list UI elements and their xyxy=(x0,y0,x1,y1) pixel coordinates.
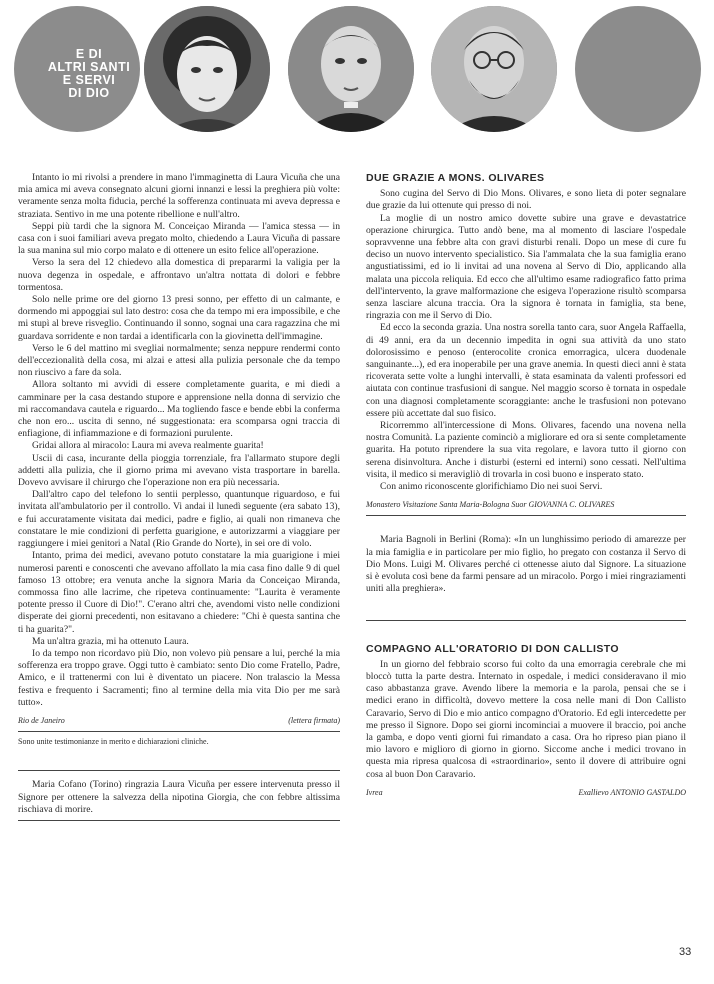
paragraph: Ma un'altra grazia, mi ha ottenuto Laura. xyxy=(32,635,189,647)
signature-note: (lettera firmata) xyxy=(288,715,340,725)
section-title: E DI ALTRI SANTI E SERVI DI DIO xyxy=(47,47,131,100)
paragraph: Allora soltanto mi avvidi di essere completamente guarita, e mi diedi a camminare per la casa destando stupore e apprensione nella donna di servizio che mi raccomandava cautela e riguardo... Ma togliendo fasce e bende ebbi la conferma che non ero... uscita di senno, né suggestionata: era scomparsa ogni traccia di enfiagione, di infiammazione e di formazioni purulente. xyxy=(18,379,340,440)
portrait-photo-girl xyxy=(144,6,270,132)
paragraph: Uscii di casa, incurante della pioggia torrenziale, fra l'allarmato stupore degli addetti alla pulizia, che il giorno prima mi avevano vista trasportare in barella. Dovevo avvisare il chirurgo che l'operazione non era più necessaria. xyxy=(18,452,340,489)
paragraph: Intanto io mi rivolsi a prendere in mano l'immaginetta di Laura Vicuña che una mia amica mi aveva consegnato alcuni giorni innanzi e lessi la preghiera più volte: veramente senza molta fiducia, perché la sofferenza continuata mi aveva depressa e straziata. Sentivo in me una potente ribellione e null'altro. xyxy=(18,172,340,220)
testimony-note: Sono unite testimonianze in merito e dichiarazioni cliniche. xyxy=(18,737,209,747)
signature-line xyxy=(366,499,686,511)
divider xyxy=(18,770,340,771)
divider xyxy=(18,820,340,821)
section-title-circle xyxy=(14,6,140,132)
paragraph: Ricorremmo all'intercessione di Mons. Olivares, facendo una novena nella nostra Comunità. La paziente cominciò a migliorare ed ora si sente completamente guarita. Ha potuto riprendere la sua vita regolare, e lavora tutto il giorno con serena disinvoltura. Anche i disturbi (esterni ed interni) sono cessati. Nell'ultima visita, il medico si meravigliò di trovarla in così buono e insperato stato. xyxy=(366,420,686,480)
divider xyxy=(18,731,340,732)
paragraph: Maria Cofano (Torino) ringrazia Laura Vicuña per essere intervenuta presso il Signore per ottenere la salvezza della nipotina Giorgia, che con febbre altissima rischiava di morire. xyxy=(18,779,340,815)
paragraph: Ed ecco la seconda grazia. Una nostra sorella tanto cara, suor Angela Raffaella, di 49 anni, era da un decennio impedita in ogni sua attività da uno stato dolorosissimo e penoso (enterocolite cronica emorragica, ulcera duodenale sanguinante...), ed era inoperabile per una grave anemia. In questi dieci anni è stata ricoverata sette volte a lunghi intervalli, è stata esaminata da valenti professori ed aiutata con continue trasfusioni di sangue. Nel maggio scorso è tornata in ospedale con una diagnosi completamente scoraggiante: anche le trasfusioni non potevano essere più accettate dal suo fisico. xyxy=(366,322,686,419)
paragraph: Io da tempo non ricordavo più Dio, non volevo più pensare a lui, perché la mia sofferenza era troppo grave. Oggi tutto è cambiato: sento Dio come Fratello, Padre, Amico, e il trattenermi con lui è diventato un piacere. Non tralascio la Messa festiva e frequento i Sacramenti; fino al termine della mia vita Dio per me sarà tutto». xyxy=(18,647,340,708)
left-column xyxy=(18,172,340,821)
divider xyxy=(366,620,686,621)
paragraph: La moglie di un nostro amico dovette subire una grave e devastatrice operazione chirurgica. Tutto andò bene, ma al momento di lasciare l'ospedale sopravvenne una febbre alta con gravi disturbi renali. Dopo un mese di cure fu deciso un nuovo intervento specialistico. Sia l'ammalata che la sua famiglia erano angustiatissimi, ed io li invitai ad una novena al Servo di Dio, applicando alla malata una piccola reliquia. Ed ecco che all'ultimo esame radiografico fatto prima dell'intervento, la grave malformazione che esigeva l'operazione risultò scomparsa senza lasciare alcuna traccia. Ora la signora è tornata in famiglia, sta bene, ringrazia con me il Servo di Dio. xyxy=(366,212,686,322)
paragraph: Sono cugina del Servo di Dio Mons. Olivares, e sono lieta di poter segnalare due grazie da lui ottenute qui presso di noi. xyxy=(366,188,686,212)
portrait-photo-priest xyxy=(288,6,414,132)
paragraph: Verso le 6 del mattino mi svegliai normalmente; senza neppure rendermi conto dell'eccezionalità della cosa, mi alzai e attesi alla pulizia personale che da tempo non riuscivo a fare da sola. xyxy=(18,342,340,379)
paragraph: Seppi più tardi che la signora M. Conceiçao Miranda — l'amica stessa — in casa con i suoi familiari aveva pregato molto, chiedendo a Laura Vicuña di passare la sua manina sul mio corpo malato e di ottenere un esito felice all'operazione. xyxy=(18,220,340,257)
paragraph: Dall'altro capo del telefono lo sentii perplesso, quantunque riguardoso, e fui invitata all'ambulatorio per il controllo. Vi andai il lunedì seguente (era sabato 13), e fui accuratamente visitata dai medici, padre e figlio, ai quali non rimaneva che constatare le mie condizioni di perfetta guarigione, e autorizzarmi a viaggiare per raggiungere i miei genitori a Natal (Rio Grande do Norte), in sei ore di volo. xyxy=(18,489,340,550)
signature-place: Rio de Janeiro xyxy=(18,715,65,725)
paragraph: In un giorno del febbraio scorso fui colto da una emorragia cerebrale che mi bloccò tutta la parte destra. Internato in ospedale, i medici consideravano il mio caso abbastanza grave. Avendo libere la memoria e la parola, pensai che se i medici erano in difficoltà, dovevo mettere la cosa nelle mani di Don Callisto Caravario, Servo di Dio e mio antico compagno d'Oratorio. Ed egli intercedette per me presso il Signore. Dopo sei giorni incominciai a muovere il braccio, poi anche la gamba, e dopo venti giorni fui rimandato a casa. Ora ho ripreso pian piano il mio lavoro e miglioro di giorno in giorno. Siccome anche i medici trovano in questa mia ripresa qualcosa di «straordinario», sento il dovere di attribuire ogni cosa al buon Don Caravario. xyxy=(366,658,686,780)
signature-line xyxy=(366,787,686,799)
signature-line xyxy=(18,715,340,727)
paragraph: Maria Bagnoli in Berlini (Roma): «In un lunghissimo periodo di amarezze per la mia famiglia e in particolare per mio figlio, ho pregato con costanza il Servo di Dio Mons. Luigi M. Olivares perché ci ottenesse aiuto dal Signore. La situazione si è evoluta così bene da farmi pensare ad un miracolo. Porgo i miei ringraziamenti uniti alla preghiera». xyxy=(366,534,686,595)
portrait-photo-bearded-man xyxy=(431,6,557,132)
paragraph: Gridai allora al miracolo: Laura mi aveva realmente guarita! xyxy=(32,440,264,452)
page-number: 33 xyxy=(679,946,692,958)
section-heading: COMPAGNO ALL'ORATORIO DI DON CALLISTO xyxy=(366,642,619,655)
signature-name: Exallievo ANTONIO GASTALDO xyxy=(578,787,686,797)
section-heading: DUE GRAZIE A MONS. OLIVARES xyxy=(366,172,545,184)
signature-text: Monastero Visitazione Santa Maria-Bologna Suor GIOVANNA C. OLIVARES xyxy=(366,500,615,510)
right-column xyxy=(366,172,686,799)
paragraph: Con animo riconoscente glorifichiamo Dio nei suoi Servi. xyxy=(380,481,603,493)
paragraph: Intanto, prima dei medici, avevano potuto constatare la mia guarigione i miei numerosi parenti e conoscenti che avevano affollato la mia casa fino dalle 9 di quel famoso 13 ottobre; era venuta anche la signora Maria da Conceiçao Miranda, commossa fino alle lacrime, che ripeteva continuamente: "Laurita è veramente potente presso il Cuore di Dio!". C'erano altri che, avendomi visto nelle condizioni disperate dei giorni precedenti, non esitavano a chiedere: "Chi è questa santina che ti ha guarita?". xyxy=(18,550,340,635)
decorative-circle xyxy=(575,6,701,132)
paragraph: Solo nelle prime ore del giorno 13 presi sonno, per effetto di un calmante, e dormendo mi appoggiai sul lato destro: cosa che da tempo mi era impossibile, e che mi stupì al breve risveglio. Continuando il sonno, sognai una cara ragazzina che mi guardava sorridente e non tardai a identificarla con la giovinetta dell'immagine. xyxy=(18,294,340,342)
signature-place: Ivrea xyxy=(366,787,383,797)
paragraph: Verso la sera del 12 chiedevo alla domestica di prepararmi la valigia per la nuova degenza in ospedale, e affrontavo un'altra nottata di dolori e febbre tormentosa. xyxy=(18,257,340,293)
